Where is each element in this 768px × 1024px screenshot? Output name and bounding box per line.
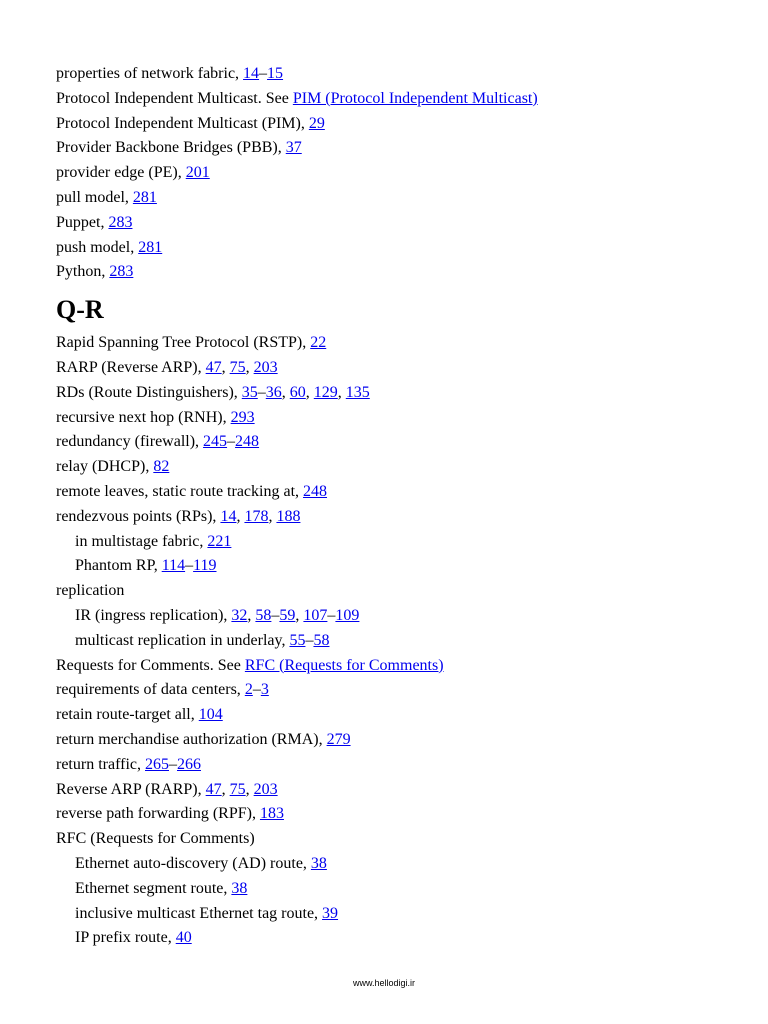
entry-text: retain route-target all, — [56, 706, 199, 724]
page-link[interactable]: 14 — [220, 507, 237, 525]
index-entry-remote-leaves-static-route-tracking-at — [56, 480, 736, 505]
page-link[interactable]: 283 — [108, 213, 133, 231]
entry-text: – — [169, 755, 177, 773]
entry-text: Phantom RP, — [75, 557, 162, 575]
page-link[interactable]: 248 — [235, 433, 260, 451]
entry-text: , — [245, 780, 254, 798]
entry-text: , — [337, 383, 346, 401]
page-link[interactable]: 37 — [285, 139, 302, 157]
page-link[interactable]: 107 — [303, 606, 328, 624]
entry-text: Ethernet auto-discovery (AD) route, — [75, 854, 311, 872]
entry-text: , — [281, 383, 290, 401]
page-link[interactable]: 35 — [241, 383, 258, 401]
index-entry-retain-route-target-all — [56, 703, 736, 728]
page-link[interactable]: 283 — [109, 263, 134, 281]
entry-text: – — [259, 65, 268, 82]
page-link[interactable]: 281 — [138, 238, 163, 256]
page-link[interactable]: 55 — [289, 631, 306, 649]
entry-text: – — [227, 433, 236, 451]
entry-text: remote leaves, static route tracking at, — [56, 482, 304, 500]
index-entry-protocol-independent-multicast-see — [56, 87, 736, 112]
entry-text: Rapid Spanning Tree Protocol (RSTP), — [56, 334, 311, 352]
entry-text: in multistage fabric, — [75, 532, 208, 550]
page-link[interactable]: 114 — [161, 557, 186, 575]
entry-text: Protocol Independent Multicast (PIM), — [56, 114, 309, 132]
index-entry-rendezvous-points-rps — [56, 505, 736, 530]
entry-text: RDs (Route Distinguishers), — [56, 383, 242, 401]
index-entry-requests-for-comments-see — [56, 654, 736, 679]
entry-text: requirements of data centers, — [56, 681, 245, 699]
entry-text: relay (DHCP), — [56, 458, 154, 476]
entry-text: , — [245, 358, 254, 376]
index-entry-rarp-reverse-arp — [56, 356, 736, 381]
page-link[interactable]: 38 — [231, 879, 248, 897]
index-entry-push-model — [56, 236, 736, 261]
page-link[interactable]: 32 — [231, 606, 248, 624]
index-subentry-ir-ingress-replication — [56, 604, 736, 629]
entry-text: , — [236, 507, 245, 525]
page-link[interactable]: 39 — [322, 904, 339, 922]
page-link[interactable]: 14 — [243, 65, 260, 82]
index-entry-return-merchandise-authorization-rma — [56, 728, 736, 753]
index-entry-provider-backbone-bridges-pbb — [56, 136, 736, 161]
page-link[interactable]: 281 — [132, 188, 157, 206]
footer-watermark: www.hellodigi.ir — [352, 978, 416, 988]
entry-text: Protocol Independent Multicast. See — [56, 89, 293, 107]
page-link[interactable]: 129 — [313, 383, 338, 401]
section-heading-q-r: Q-R — [56, 295, 104, 325]
entry-text: , — [247, 606, 256, 624]
index-subentry-inclusive-multicast-ethernet-tag-route — [56, 902, 736, 927]
page-link[interactable]: 58 — [313, 631, 330, 649]
page-link[interactable]: 22 — [310, 334, 327, 352]
page-link[interactable]: 203 — [253, 358, 278, 376]
entry-text: return traffic, — [56, 755, 145, 773]
index-entry-return-traffic — [56, 753, 736, 778]
index-entry-reverse-path-forwarding-rpf — [56, 802, 736, 827]
entry-text: , — [295, 606, 304, 624]
entry-text: – — [252, 681, 261, 699]
page-link[interactable]: 59 — [279, 606, 296, 624]
page-link[interactable]: 104 — [198, 706, 223, 724]
page-link[interactable]: 119 — [193, 557, 217, 575]
page-link[interactable]: 135 — [345, 383, 370, 401]
index-entry-rapid-spanning-tree-protocol-rstp — [56, 331, 736, 356]
page-link[interactable]: 47 — [205, 780, 222, 798]
entry-text: , — [221, 780, 230, 798]
page-link[interactable]: 38 — [310, 854, 327, 872]
entry-text: Reverse ARP (RARP), — [56, 780, 206, 798]
index-subentry-in-multistage-fabric — [56, 530, 736, 555]
page-link[interactable]: 266 — [177, 755, 201, 773]
page-link[interactable]: 60 — [289, 383, 306, 401]
page-link[interactable]: 183 — [259, 805, 284, 823]
page-link[interactable]: 15 — [267, 65, 284, 82]
index-entry-pull-model — [56, 186, 736, 211]
page-link[interactable]: PIM (Protocol Independent Multicast) — [292, 89, 538, 107]
page-link[interactable]: 47 — [205, 358, 222, 376]
index-entry-redundancy-firewall — [56, 430, 736, 455]
entry-text: rendezvous points (RPs), — [56, 507, 221, 525]
entry-text: recursive next hop (RNH), — [56, 408, 231, 426]
page-link[interactable]: 82 — [153, 458, 170, 476]
index-entries-p — [56, 62, 736, 285]
page-link[interactable]: 248 — [303, 482, 328, 500]
entry-text: Python, — [56, 263, 110, 281]
index-subentry-ethernet-auto-discovery-ad-route — [56, 852, 736, 877]
index-subentry-multicast-replication-in-underlay — [56, 629, 736, 654]
page-link[interactable]: 265 — [145, 755, 169, 773]
page-link[interactable]: 3 — [260, 681, 269, 699]
entry-text: , — [221, 358, 230, 376]
entry-text: IP prefix route, — [75, 929, 176, 947]
entry-text: – — [305, 631, 314, 649]
index-entry-provider-edge-pe — [56, 161, 736, 186]
page-link[interactable]: 58 — [255, 606, 272, 624]
page-link[interactable]: 29 — [308, 114, 325, 132]
entry-text: redundancy (firewall), — [56, 433, 204, 451]
index-entries-q-r — [56, 331, 736, 951]
page-link[interactable]: 221 — [207, 532, 232, 550]
page-link[interactable]: 201 — [185, 164, 210, 182]
entry-text: Requests for Comments. See — [56, 656, 245, 674]
index-entry-relay-dhcp — [56, 455, 736, 480]
entry-text: pull model, — [56, 188, 133, 206]
index-subentry-ip-prefix-route — [56, 926, 736, 951]
entry-text: , — [268, 507, 277, 525]
page-link[interactable]: 40 — [175, 929, 192, 947]
entry-text: Ethernet segment route, — [75, 879, 232, 897]
entry-text: – — [327, 606, 336, 624]
page-link[interactable]: 188 — [276, 507, 301, 525]
entry-text: provider edge (PE), — [56, 164, 186, 182]
index-entry-recursive-next-hop-rnh — [56, 406, 736, 431]
page-link[interactable]: 293 — [230, 408, 255, 426]
entry-text: properties of network fabric, — [56, 65, 244, 82]
index-entry-rds-route-distinguishers — [56, 381, 736, 406]
entry-text: multicast replication in underlay, — [75, 631, 290, 649]
index-entry-python — [56, 260, 736, 285]
entry-text: push model, — [56, 238, 139, 256]
page-link[interactable]: 109 — [335, 606, 360, 624]
entry-text: replication — [56, 582, 125, 600]
page-link[interactable]: 178 — [244, 507, 269, 525]
entry-text: – — [257, 383, 266, 401]
entry-text: IR (ingress replication), — [75, 606, 232, 624]
index-subentry-phantom-rp — [56, 554, 736, 579]
index-page — [56, 62, 736, 951]
index-subentry-ethernet-segment-route — [56, 877, 736, 902]
page-link[interactable]: 245 — [203, 433, 228, 451]
entry-text: inclusive multicast Ethernet tag route, — [75, 904, 323, 922]
entry-text: Puppet, — [56, 213, 109, 231]
entry-text: RFC (Requests for Comments) — [56, 830, 255, 848]
index-entry-protocol-independent-multicast-pim — [56, 112, 736, 137]
page-link[interactable]: 2 — [244, 681, 253, 699]
index-entry-replication — [56, 579, 736, 604]
entry-text: RARP (Reverse ARP), — [56, 358, 206, 376]
entry-text: – — [185, 557, 194, 575]
entry-text: Provider Backbone Bridges (PBB), — [56, 139, 286, 157]
page-link[interactable]: 279 — [326, 730, 351, 748]
page-link[interactable]: 75 — [229, 358, 246, 376]
entry-text: , — [305, 383, 314, 401]
index-entry-reverse-arp-rarp — [56, 778, 736, 803]
index-entry-properties-of-network-fabric — [56, 62, 736, 87]
page-link[interactable]: 36 — [265, 383, 282, 401]
index-entry-rfc-requests-for-comments — [56, 827, 736, 852]
index-entry-puppet — [56, 211, 736, 236]
index-entry-requirements-of-data-centers — [56, 678, 736, 703]
entry-text: reverse path forwarding (RPF), — [56, 805, 260, 823]
entry-text: return merchandise authorization (RMA), — [56, 730, 327, 748]
page-link[interactable]: RFC (Requests for Comments) — [244, 656, 444, 674]
page-link[interactable]: 75 — [229, 780, 246, 798]
page-link[interactable]: 203 — [253, 780, 278, 798]
entry-text: – — [271, 606, 280, 624]
